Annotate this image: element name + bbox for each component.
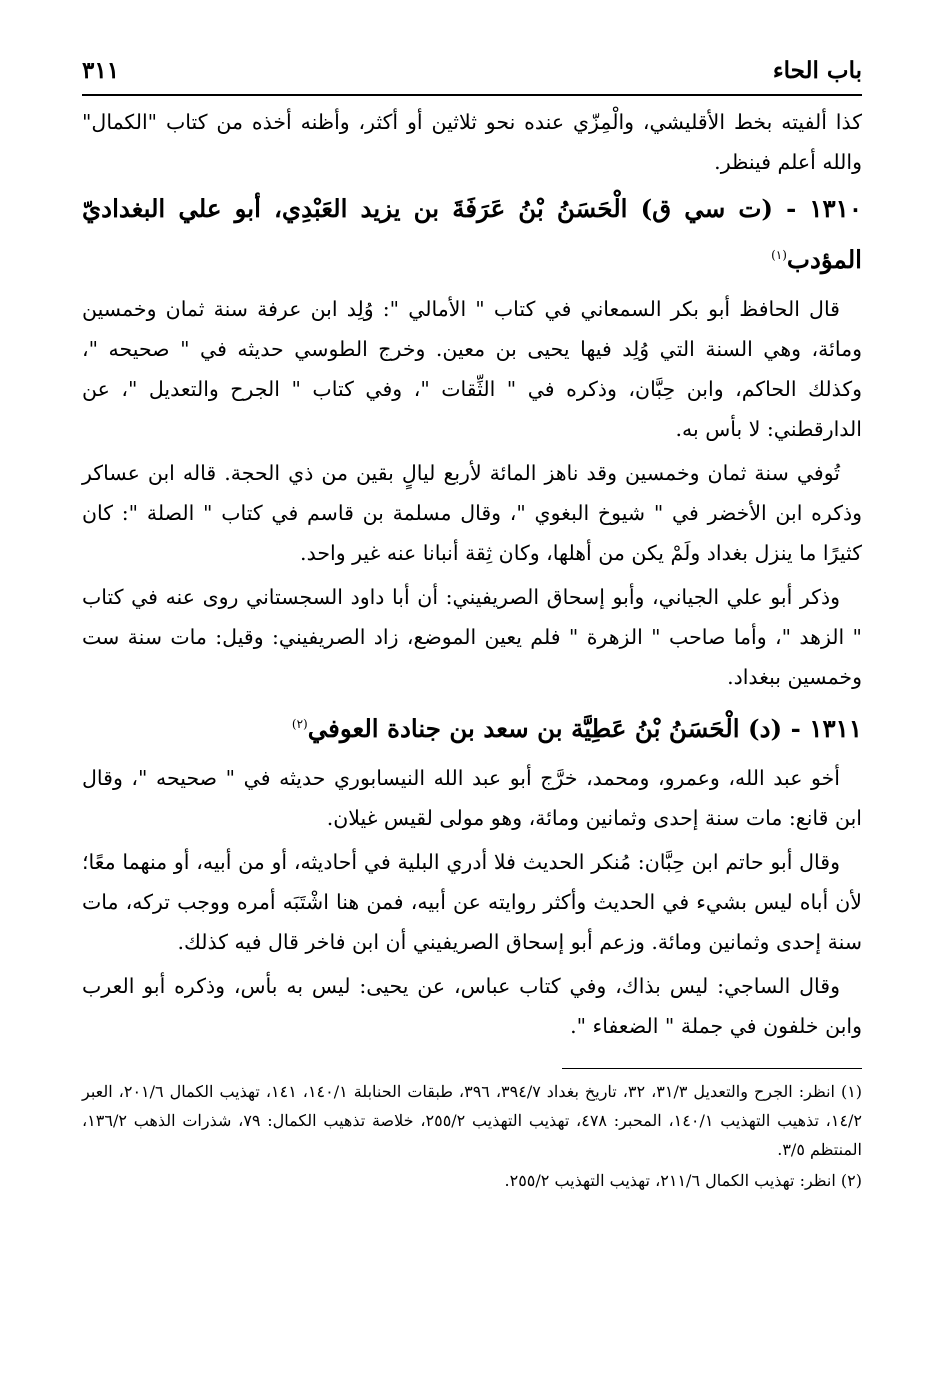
entry-title: ١٣١١ - (د) الْحَسَنُ بْنُ عَطِيَّة بن سعد بن جنادة العوفي [307,714,862,744]
entry-heading-1311 [82,701,862,752]
book-page [82,52,862,1197]
paragraph: تُوفي سنة ثمان وخمسين وقد ناهز المائة لأربع ليالٍ بقين من ذي الحجة. قاله ابن عساكر وذكره ابن الأخضر في " شيوخ البغوي "، وقال مسلمة بن قاسم في كتاب " الصلة ": كان كثيرًا ما ينزل بغداد ولَمْ يكن من أهلها، وكان ثِقة أنبانا عنه غير واحد. [82,461,862,566]
paragraph: أخو عبد الله، وعمرو، ومحمد، خرَّج أبو عبد الله النيسابوري حديثه في " صحيحه "، وقال ابن قانع: مات سنة إحدى وثمانين ومائة، وهو مولى لقيس غيلان. [82,766,862,831]
footnote-2: (٢) انظر: تهذيب الكمال ٢١١/٦، تهذيب التهذيب ٢٥٥/٢. [504,1171,862,1191]
paragraph: وقال الساجي: ليس بذاك، وفي كتاب عباس، عن يحيى: ليس به بأس، وذكره أبو العرب وابن خلفون في جملة " الضعفاء ". [82,974,862,1039]
entry-heading-1310 [82,186,862,283]
paragraph: وذكر أبو علي الجياني، وأبو إسحاق الصريفيني: أن أبا داود السجستاني روى عنه في كتاب " الزهد "، وأما صاحب " الزهرة " فلم يعين الموضع، زاد الصريفيني: وقيل: مات سنة ست وخمسين ببغداد. [82,585,862,690]
entry-title: ١٣١٠ - (ت سي ق) الْحَسَنُ بْنُ عَرَفَةَ بن يزيد العَبْدِي، أبو علي البغداديّ المؤدب [82,194,862,275]
paragraph: وقال أبو حاتم ابن حِبَّان: مُنكر الحديث فلا أدري البلية في أحاديثه، أو من أبيه، أو منهما معًا؛ لأن أباه ليس بشيء في الحديث وأكثر روايته عن أبيه، فمن هنا اشْتَبَه أمره ووجب تركه، مات سنة إحدى وثمانين ومائة. وزعم أبو إسحاق الصريفيني أن ابن فاخر قال فيه كذلك. [82,850,862,955]
chapter-title: باب الحاء [772,57,862,84]
footnote-ref[interactable]: (١) [771,248,787,262]
running-head [82,52,862,90]
footnote-ref[interactable]: (٢) [291,717,308,732]
footnote-1: (١) انظر: الجرح والتعديل ٣١/٣، ٣٢، تاريخ بغداد ٣٩٤/٧، ٣٩٦، طبقات الحنابلة ١٤٠/١، ١٤١، تهذيب الكمال ٢٠١/٦، العبر ١٤/٢، تذهيب التهذيب ١٤٠/١، المحبر: ٤٧٨، تهذيب التهذيب ٢٥٥/٢، خلاصة تذهيب الكمال: ٧٩، شذرات الذهب ١٣٦/٢، المنتظم ٣/٥. [82,1082,863,1160]
paragraph: قال الحافظ أبو بكر السمعاني في كتاب " الأمالي ": وُلِد ابن عرفة سنة ثمان وخمسين ومائة، وهي السنة التي وُلِد فيها يحيى بن معين. وخرج الطوسي حديثه في " صحيحه "، وكذلك الحاكم، وابن حِبَّان، وذكره في " الثِّقات "، وفي كتاب " الجرح والتعديل "، عن الدارقطني: لا بأس به. [82,297,862,442]
paragraph-continuation: كذا ألفيته بخط الأقليشي، والْمِزّي عنده نحو ثلاثين أو أكثر، وأظنه أخذه من كتاب "الكمال" والله أعلم فينظر. [82,110,862,174]
header-rule [82,94,862,96]
page-number: ٣١١ [82,57,120,84]
footnote-separator [562,1068,862,1069]
